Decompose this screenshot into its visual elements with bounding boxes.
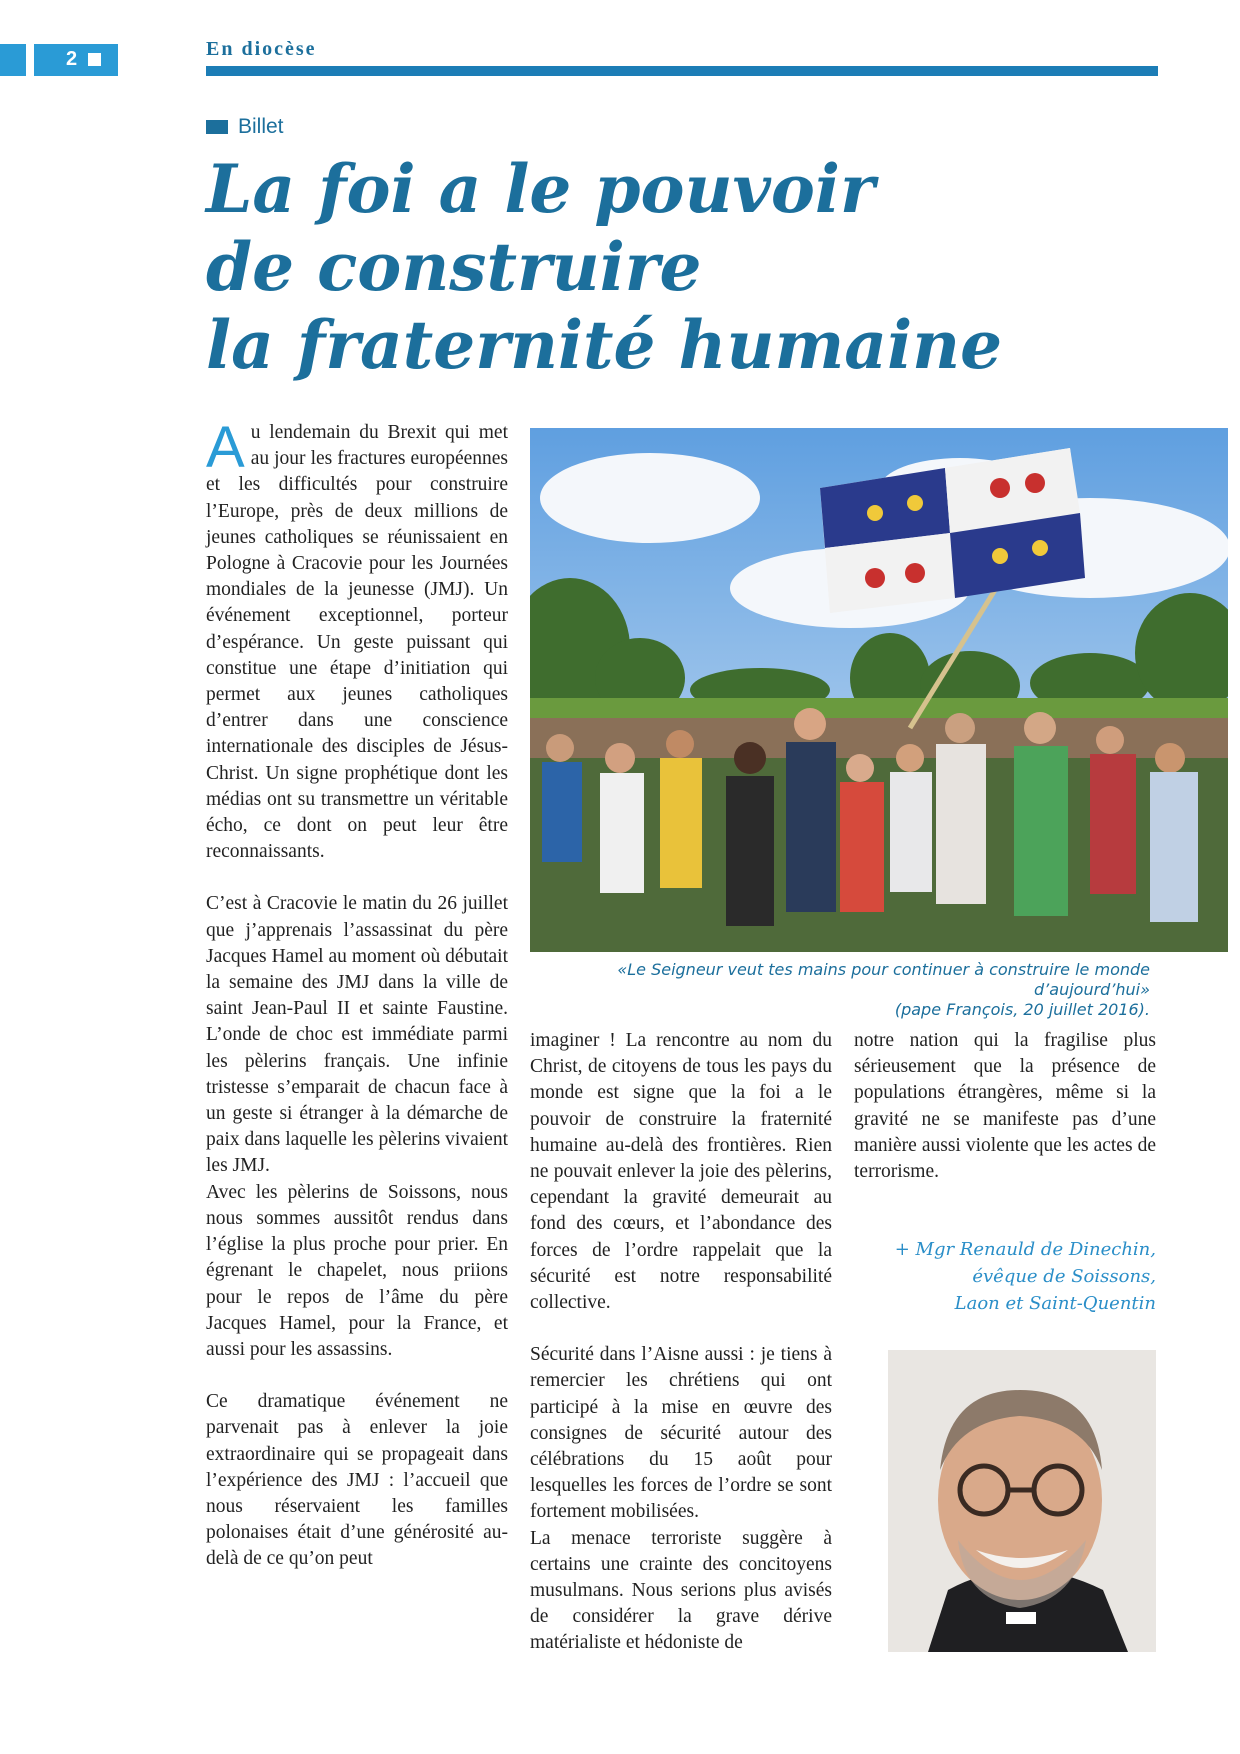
article-kicker xyxy=(206,115,284,139)
paragraph: Sécurité dans l’Aisne aussi : je tiens à remercier les chrétiens qui ont participé à la mise en œuvre des consignes de sécurité autour des célébrations du 15 août pour lesquelles les forces de l’ordre se sont fortement mobilisées. xyxy=(530,1344,832,1523)
kicker-label: Billet xyxy=(238,115,284,138)
drop-cap: A xyxy=(206,415,245,480)
caption-line-1: «Le Seigneur veut tes mains pour continuer à construire le monde d’aujourd’hui» xyxy=(617,960,1150,999)
section-label: En diocèse xyxy=(206,38,317,60)
tab-stripe xyxy=(26,44,34,76)
paragraph: imaginer ! La rencontre au nom du Christ, de citoyens de tous les pays du monde est signe que la foi a le pouvoir de construire la fraternité humaine au-delà des frontières. Rien ne pouvait enlever la joie des pèlerins, cependant la gravité demeurait au fond des cœurs, et l’abondance des forces de l’ordre rappelait que la sécurité est notre responsabilité collective. xyxy=(530,1030,832,1314)
paragraph: C’est à Cracovie le matin du 26 juillet que j’apprenais l’assassinat du père Jacques Hamel au moment où débutait la semaine des JMJ dans la ville de saint Jean-Paul II et sainte Faustine. L’onde de choc est immédiate parmi les pèlerins français. Une infinie tristesse s’emparait de chacun face à un geste si étranger à la démarche de paix dans laquelle les pèlerins vivaient les JMJ. xyxy=(206,893,508,1177)
paragraph-text: u lendemain du Brexit qui met au jour les fractures européennes et les difficultés pour construire l’Europe, près de deux millions de jeunes catholiques se réunissaient en Pologne à Cracovie pour les Journées mondiales de la jeunesse (JMJ). Un événement exceptionnel, porteur d’espérance. Un geste puissant qui constitue une étape d’initiation qui permet aux jeunes catholiques d’entrer dans une conscience internationale des disciples de Jésus-Christ. Un signe prophétique dont les médias ont su transmettre un véritable écho, ce dont on peut leur être reconnaissants. xyxy=(206,422,508,863)
page-number-tab xyxy=(0,44,118,76)
jmj-crowd-photo xyxy=(530,428,1228,952)
kicker-square-icon xyxy=(206,120,228,134)
author-portrait xyxy=(888,1350,1156,1652)
photo-caption xyxy=(530,960,1150,1020)
caption-line-2: (pape François, 20 juillet 2016). xyxy=(894,1000,1150,1019)
title-line-1: La foi a le pouvoir xyxy=(206,150,875,228)
page-number-square xyxy=(88,53,101,66)
signature-line-3: Laon et Saint-Quentin xyxy=(954,1293,1156,1314)
page-number: 2 xyxy=(66,48,78,70)
clerical-collar xyxy=(1006,1612,1036,1624)
paragraph: La menace terroriste suggère à certains une crainte des concitoyens musulmans. Nous serions plus avisés de considérer la grave dérive matérialiste et hédoniste de xyxy=(530,1527,832,1654)
article-column-1 xyxy=(206,415,508,1573)
signature-line-2: évêque de Soissons, xyxy=(972,1266,1156,1287)
title-line-3: la fraternité humaine xyxy=(206,306,1003,384)
article-column-2 xyxy=(530,1028,832,1657)
paragraph xyxy=(206,415,508,865)
header-rule xyxy=(206,66,1158,76)
article-column-3 xyxy=(854,1028,1156,1185)
article-title xyxy=(206,150,1166,384)
author-signature xyxy=(854,1236,1156,1317)
paragraph: Ce dramatique événement ne parvenait pas à enlever la joie extraordinaire qui se propageait dans l’expérience des JMJ : l’accueil que nous réservaient les familles polonaises était d’une générosité au-delà de ce qu’on peut xyxy=(206,1391,508,1570)
title-line-2: de construire xyxy=(206,228,702,306)
signature-line-1: + Mgr Renauld de Dinechin, xyxy=(894,1239,1156,1260)
paragraph: Avec les pèlerins de Soissons, nous nous sommes aussitôt rendus dans l’église la plus proche pour prier. En égrenant le chapelet, nous priions pour le repos de l’âme du père Jacques Hamel, pour la France, et aussi pour les assassins. xyxy=(206,1181,508,1360)
crowd xyxy=(530,708,1228,952)
paragraph: notre nation qui la fragilise plus sérieusement que la présence de populations étrangères, même si la gravité ne se manifeste pas d’une manière aussi violente que les actes de terrorisme. xyxy=(854,1030,1156,1183)
